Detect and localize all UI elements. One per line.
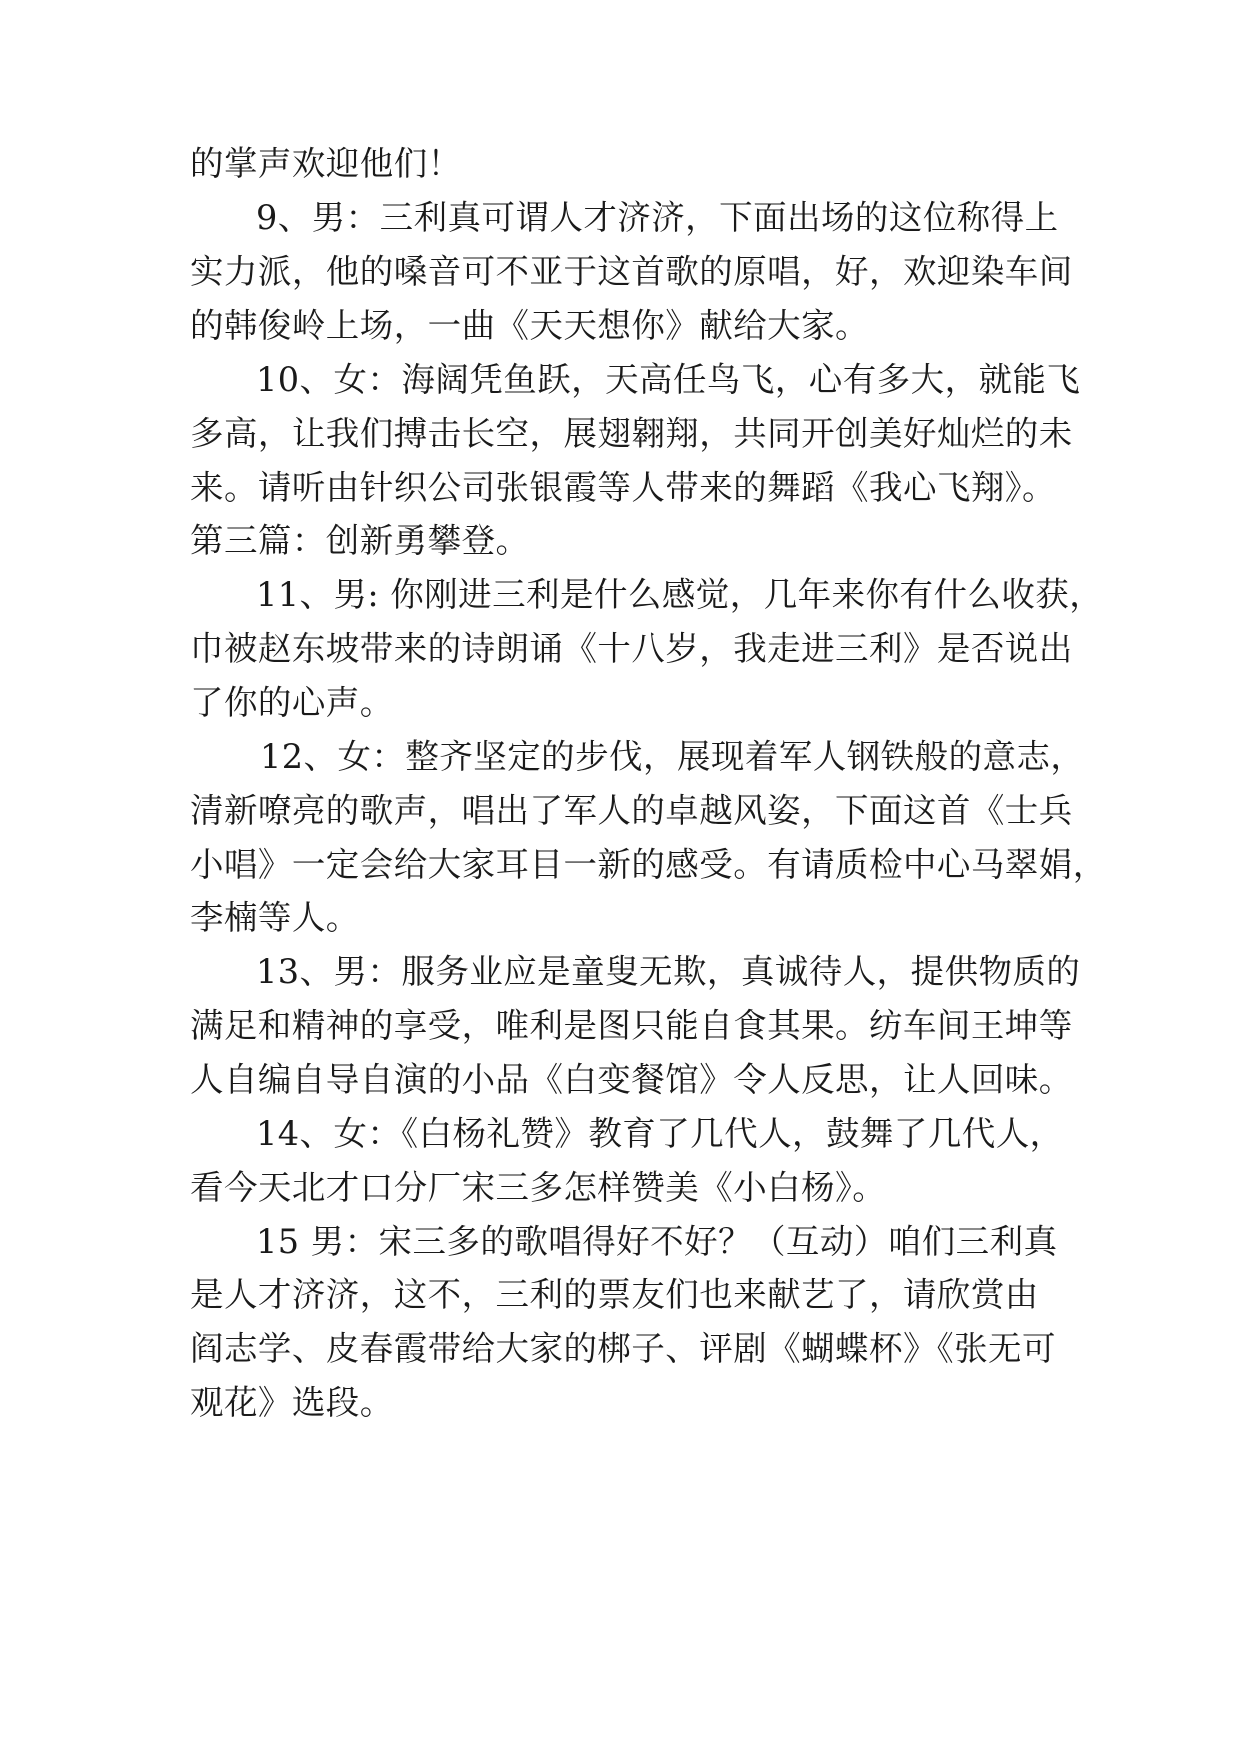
text-line: 10、女：海阔凭鱼跃，天高任鸟飞，心有多大，就能飞 (256, 360, 1081, 399)
text-line: 小唱》一定会给大家耳目一新的感受。有请质检中心马翠娟， (190, 845, 1107, 884)
text-line: 的掌声欢迎他们！ (190, 144, 462, 183)
section-title: 第三篇：创新勇攀登。 (190, 521, 530, 560)
text-line: 巾被赵东坡带来的诗朗诵《十八岁，我走进三利》是否说出 (190, 629, 1073, 668)
text-line: 14、女：《白杨礼赞》教育了几代人，鼓舞了几代人， (256, 1114, 1064, 1153)
text-line: 13、男：服务业应是童叟无欺，真诚待人，提供物质的 (256, 952, 1081, 991)
text-line: 11、男: 你刚进三利是什么感觉，几年来你有什么收获， (256, 575, 1104, 614)
text-line: 9、男：三利真可谓人才济济，下面出场的这位称得上 (256, 198, 1059, 237)
text-line: 看今天北才口分厂宋三多怎样赞美《小白杨》。 (190, 1168, 887, 1207)
text-line: 李楠等人。 (190, 898, 360, 937)
text-line: 阎志学、皮春霞带给大家的梆子、评剧《蝴蝶杯》《张无可 (190, 1329, 1056, 1368)
text-line: 实力派，他的嗓音可不亚于这首歌的原唱，好，欢迎染车间 (190, 252, 1073, 291)
text-line: 多高，让我们搏击长空，展翅翱翔，共同开创美好灿烂的未 (190, 414, 1073, 453)
text-line: 来。请听由针织公司张银霞等人带来的舞蹈《我心飞翔》。 (190, 468, 1056, 507)
text-line: 清新嘹亮的歌声，唱出了军人的卓越风姿，下面这首《士兵 (190, 791, 1073, 830)
text-line: 15 男：宋三多的歌唱得好不好？（互动）咱们三利真 (256, 1222, 1058, 1261)
text-line: 观花》选段。 (190, 1383, 394, 1422)
text-line: 12、女：整齐坚定的步伐，展现着军人钢铁般的意志， (260, 737, 1085, 776)
text-line: 了你的心声。 (190, 683, 394, 722)
text-line: 人自编自导自演的小品《白变餐馆》令人反思，让人回味。 (190, 1060, 1073, 1099)
text-line: 满足和精神的享受，唯利是图只能自食其果。纺车间王坤等 (190, 1006, 1073, 1045)
text-line: 的韩俊岭上场，一曲《天天想你》献给大家。 (190, 306, 869, 345)
text-line: 是人才济济，这不，三利的票友们也来献艺了，请欣赏由 (190, 1275, 1039, 1314)
